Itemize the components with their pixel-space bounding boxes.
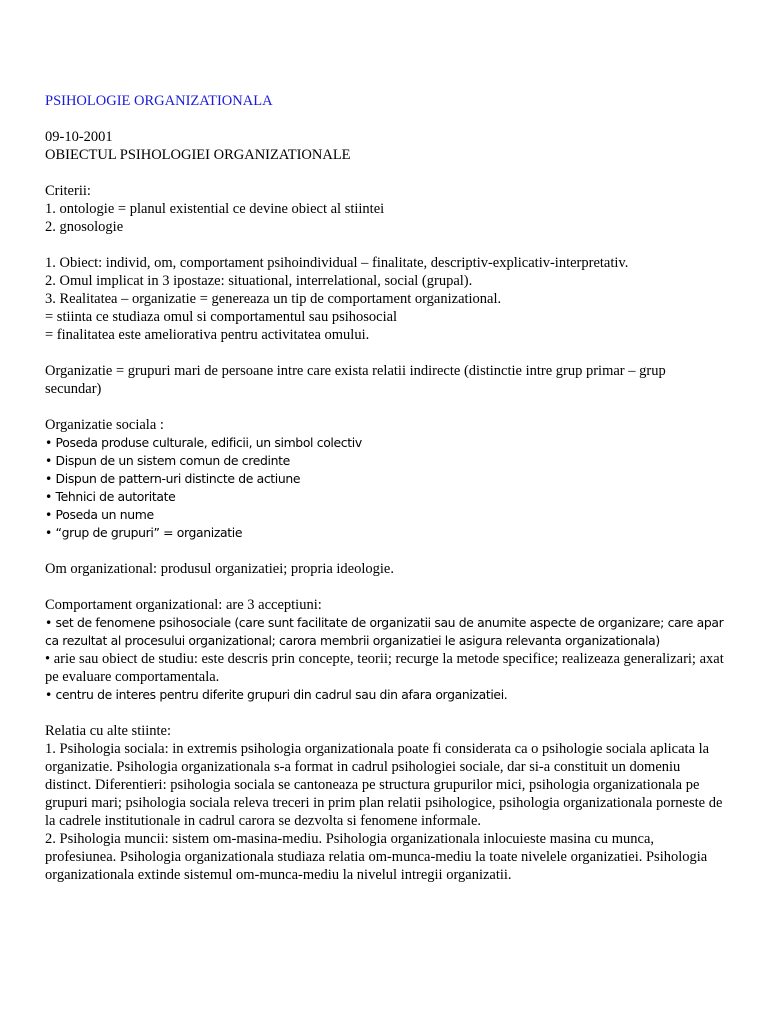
relatia-label: Relatia cu alte stiinte: [45, 723, 172, 739]
bullet-item: • “grup de grupuri” = organizatie [45, 525, 243, 540]
om-organizational: Om organizational: produsul organizatiei; propria ideologie. [45, 561, 394, 577]
organizatie-definition: Organizatie = grupuri mari de persoane intre care exista relatii indirecte (distinctie intre grup primar – grup secundar) [45, 363, 666, 397]
date-line: 09-10-2001 [45, 129, 113, 145]
comportament-label: Comportament organizational: are 3 acceptiuni: [45, 597, 322, 613]
point-item: 1. Obiect: individ, om, comportament psihoindividual – finalitate, descriptiv-explicativ-interpretativ. [45, 255, 629, 271]
comportament-item-1 [45, 614, 725, 650]
bullet-item: • Poseda produse culturale, edificii, un simbol colectiv [45, 435, 362, 450]
criteria-item: 2. gnosologie [45, 219, 124, 235]
comportament-item-2: • arie sau obiect de studiu: este descris prin concepte, teorii; recurge la metode specifice; realizeaza generalizari; axat pe evaluare comportamentala. [45, 651, 724, 685]
document-page [45, 92, 725, 902]
document-title: PSIHOLOGIE ORGANIZATIONALA [45, 93, 273, 109]
bullet-item: • Tehnici de autoritate [45, 489, 176, 504]
comportament-item-1-rest: (care sunt facilitate de organizatii sau de anumite aspecte de organizare; care apar ca rezultat al procesului organizational; carora membrii organizatiei le asigura relevanta organizationala) [45, 615, 724, 648]
section-heading: OBIECTUL PSIHOLOGIEI ORGANIZATIONALE [45, 147, 351, 163]
relatia-item-2: 2. Psihologia muncii: sistem om-masina-mediu. Psihologia organizationala inlocuieste masina cu munca, profesiunea. Psihologia organizationala studiaza relatia om-munca-mediu la toate nivelele organizatiei. Psihologia organizationala extinde sistemul om-munca-mediu la nivelul intregii organizatii. [45, 831, 708, 883]
bullet-item: • Poseda un nume [45, 507, 154, 522]
comportament-item-3: • centru de interes pentru diferite grupuri din cadrul sau din afara organizatiei. [45, 687, 508, 702]
comportament-item-1-prefix: • set de fenomene psihosociale [45, 615, 231, 630]
criteria-label: Criterii: [45, 183, 91, 199]
organizatie-sociala-block [45, 416, 725, 542]
points-block [45, 254, 725, 344]
comportament-block [45, 596, 725, 704]
criteria-item: 1. ontologie = planul existential ce devine obiect al stiintei [45, 201, 385, 217]
organizatie-sociala-label: Organizatie sociala : [45, 417, 164, 433]
relatia-block [45, 722, 725, 884]
criteria-block [45, 182, 725, 236]
relatia-item-1: 1. Psihologia sociala: in extremis psihologia organizationala poate fi considerata ca o psihologie sociala aplicata la organizatie. Psihologia organizationala s-a format in cadrul psihologiei sociale, dar si-a constituit un domeniu distinct. Diferentieri: psihologia sociala se cantoneaza pe structura grupurilor mici, psihologia organizationala pe grupuri mari; psihologia sociala releva treceri in prim plan relatii psihologice, psihologia organizationala porneste de la cadrele institutionale in cadrul carora se dezvolta si fenomene informale. [45, 741, 723, 829]
date-heading-block [45, 128, 725, 164]
point-item: = finalitatea este ameliorativa pentru activitatea omului. [45, 327, 370, 343]
bullet-item: • Dispun de un sistem comun de credinte [45, 453, 290, 468]
point-item: = stiinta ce studiaza omul si comportamentul sau psihosocial [45, 309, 398, 325]
point-item: 3. Realitatea – organizatie = genereaza un tip de comportament organizational. [45, 291, 502, 307]
bullet-item: • Dispun de pattern-uri distincte de actiune [45, 471, 301, 486]
point-item: 2. Omul implicat in 3 ipostaze: situational, interrelational, social (grupal). [45, 273, 473, 289]
